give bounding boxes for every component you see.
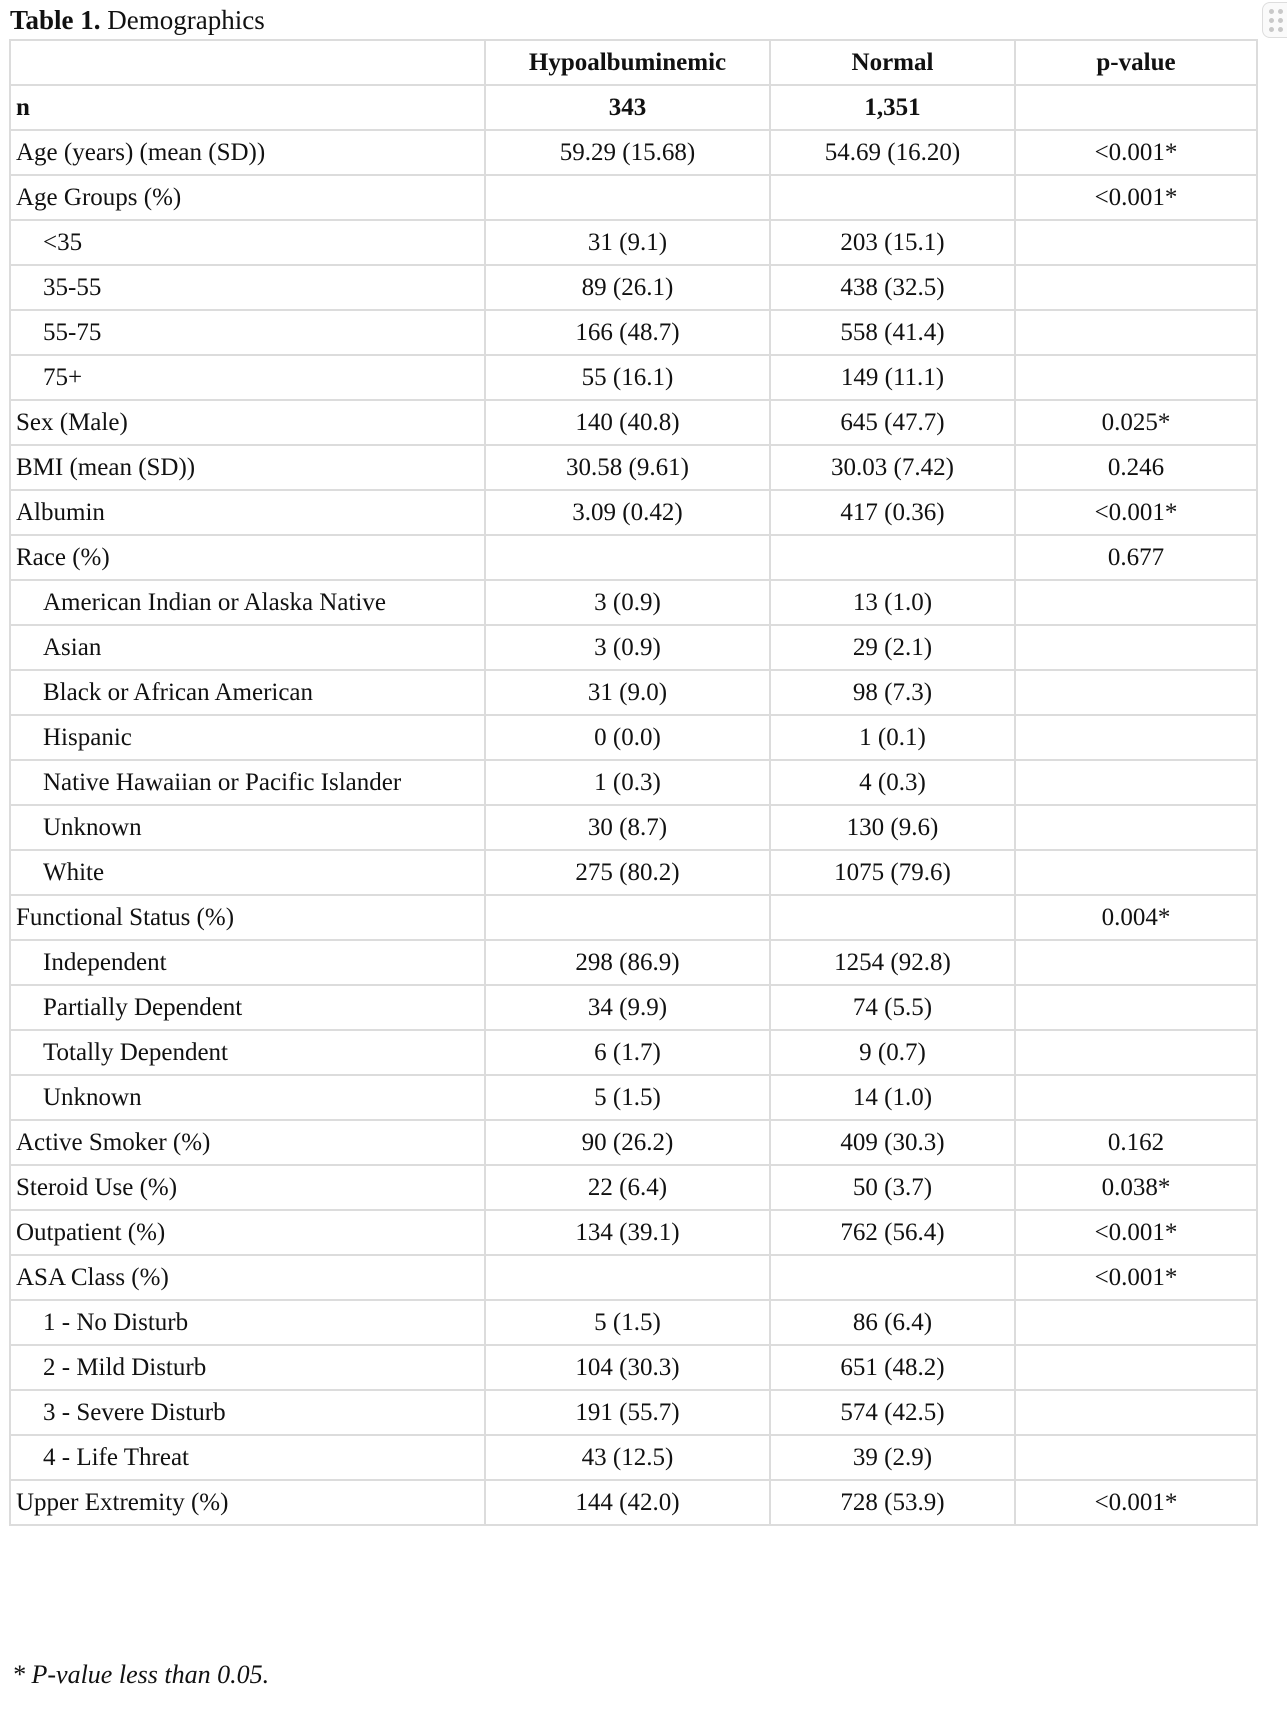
table-row <box>10 1120 1257 1165</box>
table-row <box>10 355 1257 400</box>
table-row <box>10 760 1257 805</box>
header-cell-normal: Normal <box>770 40 1015 85</box>
normal-cell: 30.03 (7.42) <box>770 445 1015 490</box>
normal-cell: 762 (56.4) <box>770 1210 1015 1255</box>
row-label-cell: Native Hawaiian or Pacific Islander <box>10 760 485 805</box>
normal-cell: 50 (3.7) <box>770 1165 1015 1210</box>
table-header-row <box>10 40 1257 85</box>
p-value-cell <box>1015 625 1257 670</box>
table-row <box>10 670 1257 715</box>
row-label-cell: ASA Class (%) <box>10 1255 485 1300</box>
row-label-cell: Steroid Use (%) <box>10 1165 485 1210</box>
row-label-cell: White <box>10 850 485 895</box>
hypoalbuminemic-cell <box>485 895 770 940</box>
p-value-cell: <0.001* <box>1015 1210 1257 1255</box>
normal-cell: 651 (48.2) <box>770 1345 1015 1390</box>
p-value-cell <box>1015 985 1257 1030</box>
row-label-cell: Active Smoker (%) <box>10 1120 485 1165</box>
normal-cell: 1254 (92.8) <box>770 940 1015 985</box>
row-label-cell: 75+ <box>10 355 485 400</box>
row-label-cell: Unknown <box>10 1075 485 1120</box>
normal-cell: 728 (53.9) <box>770 1480 1015 1525</box>
row-label-cell: Black or African American <box>10 670 485 715</box>
normal-cell: 39 (2.9) <box>770 1435 1015 1480</box>
normal-cell: 1 (0.1) <box>770 715 1015 760</box>
normal-cell: 438 (32.5) <box>770 265 1015 310</box>
p-value-cell <box>1015 1435 1257 1480</box>
p-value-cell <box>1015 1345 1257 1390</box>
p-value-cell <box>1015 1075 1257 1120</box>
hypoalbuminemic-cell: 90 (26.2) <box>485 1120 770 1165</box>
table-row <box>10 1210 1257 1255</box>
table-row <box>10 1075 1257 1120</box>
hypoalbuminemic-cell: 298 (86.9) <box>485 940 770 985</box>
table-row <box>10 310 1257 355</box>
hypoalbuminemic-cell: 22 (6.4) <box>485 1165 770 1210</box>
normal-cell: 74 (5.5) <box>770 985 1015 1030</box>
table-row <box>10 895 1257 940</box>
normal-cell: 13 (1.0) <box>770 580 1015 625</box>
hypoalbuminemic-cell: 343 <box>485 85 770 130</box>
p-value-cell <box>1015 805 1257 850</box>
demographics-table <box>9 39 1258 1526</box>
hypoalbuminemic-cell: 43 (12.5) <box>485 1435 770 1480</box>
table-row <box>10 445 1257 490</box>
header-cell-p-value: p-value <box>1015 40 1257 85</box>
p-value-cell <box>1015 85 1257 130</box>
hypoalbuminemic-cell: 3 (0.9) <box>485 580 770 625</box>
table-row <box>10 580 1257 625</box>
normal-cell: 574 (42.5) <box>770 1390 1015 1435</box>
row-label-cell: Totally Dependent <box>10 1030 485 1075</box>
table-row <box>10 490 1257 535</box>
p-value-cell <box>1015 310 1257 355</box>
p-value-cell <box>1015 1300 1257 1345</box>
row-label-cell: 55-75 <box>10 310 485 355</box>
table-row <box>10 940 1257 985</box>
drag-dot <box>1278 27 1283 32</box>
table-row <box>10 715 1257 760</box>
table-row <box>10 985 1257 1030</box>
hypoalbuminemic-cell: 31 (9.1) <box>485 220 770 265</box>
row-label-cell: Partially Dependent <box>10 985 485 1030</box>
table-row <box>10 1030 1257 1075</box>
table-row <box>10 1345 1257 1390</box>
p-value-cell <box>1015 715 1257 760</box>
hypoalbuminemic-cell: 5 (1.5) <box>485 1075 770 1120</box>
drag-dot <box>1278 18 1283 23</box>
normal-cell: 558 (41.4) <box>770 310 1015 355</box>
row-label-cell: n <box>10 85 485 130</box>
normal-cell: 409 (30.3) <box>770 1120 1015 1165</box>
p-value-cell <box>1015 355 1257 400</box>
p-value-cell: <0.001* <box>1015 1480 1257 1525</box>
p-value-cell: <0.001* <box>1015 130 1257 175</box>
table-row <box>10 220 1257 265</box>
row-label-cell: Unknown <box>10 805 485 850</box>
row-label-cell: Albumin <box>10 490 485 535</box>
p-value-cell <box>1015 760 1257 805</box>
hypoalbuminemic-cell <box>485 175 770 220</box>
p-value-cell: <0.001* <box>1015 490 1257 535</box>
table-row <box>10 805 1257 850</box>
table-row <box>10 1165 1257 1210</box>
table-row <box>10 625 1257 670</box>
normal-cell: 54.69 (16.20) <box>770 130 1015 175</box>
row-label-cell: Functional Status (%) <box>10 895 485 940</box>
table-body <box>10 85 1257 1525</box>
row-label-cell: American Indian or Alaska Native <box>10 580 485 625</box>
table-row <box>10 1300 1257 1345</box>
normal-cell: 14 (1.0) <box>770 1075 1015 1120</box>
table-row <box>10 1480 1257 1525</box>
normal-cell: 417 (0.36) <box>770 490 1015 535</box>
p-value-cell: 0.025* <box>1015 400 1257 445</box>
row-label-cell: Independent <box>10 940 485 985</box>
hypoalbuminemic-cell: 191 (55.7) <box>485 1390 770 1435</box>
table-row <box>10 265 1257 310</box>
row-label-cell: Asian <box>10 625 485 670</box>
normal-cell <box>770 895 1015 940</box>
p-value-cell: <0.001* <box>1015 175 1257 220</box>
normal-cell: 4 (0.3) <box>770 760 1015 805</box>
hypoalbuminemic-cell <box>485 1255 770 1300</box>
row-label-cell: Upper Extremity (%) <box>10 1480 485 1525</box>
hypoalbuminemic-cell: 59.29 (15.68) <box>485 130 770 175</box>
normal-cell: 29 (2.1) <box>770 625 1015 670</box>
table-row <box>10 1390 1257 1435</box>
row-label-cell: 35-55 <box>10 265 485 310</box>
normal-cell <box>770 175 1015 220</box>
p-value-cell <box>1015 1390 1257 1435</box>
drag-dot <box>1269 27 1274 32</box>
hypoalbuminemic-cell: 144 (42.0) <box>485 1480 770 1525</box>
row-label-cell: Age Groups (%) <box>10 175 485 220</box>
header-cell-hypoalbuminemic: Hypoalbuminemic <box>485 40 770 85</box>
demographics-table-container <box>9 39 1256 1526</box>
hypoalbuminemic-cell: 1 (0.3) <box>485 760 770 805</box>
row-label-cell: 2 - Mild Disturb <box>10 1345 485 1390</box>
p-value-cell <box>1015 220 1257 265</box>
hypoalbuminemic-cell: 34 (9.9) <box>485 985 770 1030</box>
row-label-cell: Outpatient (%) <box>10 1210 485 1255</box>
hypoalbuminemic-cell: 89 (26.1) <box>485 265 770 310</box>
p-value-cell <box>1015 940 1257 985</box>
row-label-cell: 1 - No Disturb <box>10 1300 485 1345</box>
p-value-cell <box>1015 580 1257 625</box>
p-value-cell: 0.677 <box>1015 535 1257 580</box>
row-label-cell: Hispanic <box>10 715 485 760</box>
hypoalbuminemic-cell: 30 (8.7) <box>485 805 770 850</box>
table-caption-title: Demographics <box>107 5 265 35</box>
table-row <box>10 130 1257 175</box>
table-row <box>10 535 1257 580</box>
normal-cell <box>770 535 1015 580</box>
table-row <box>10 400 1257 445</box>
hypoalbuminemic-cell: 140 (40.8) <box>485 400 770 445</box>
p-value-cell <box>1015 670 1257 715</box>
hypoalbuminemic-cell: 3.09 (0.42) <box>485 490 770 535</box>
p-value-cell <box>1015 850 1257 895</box>
row-label-cell: Race (%) <box>10 535 485 580</box>
hypoalbuminemic-cell: 0 (0.0) <box>485 715 770 760</box>
normal-cell: 86 (6.4) <box>770 1300 1015 1345</box>
table-row <box>10 850 1257 895</box>
table-row <box>10 85 1257 130</box>
drag-dot <box>1278 9 1283 14</box>
hypoalbuminemic-cell: 3 (0.9) <box>485 625 770 670</box>
table-caption <box>10 4 265 36</box>
normal-cell: 98 (7.3) <box>770 670 1015 715</box>
hypoalbuminemic-cell: 31 (9.0) <box>485 670 770 715</box>
table-row <box>10 1255 1257 1300</box>
p-value-cell: 0.246 <box>1015 445 1257 490</box>
hypoalbuminemic-cell: 104 (30.3) <box>485 1345 770 1390</box>
table-footnote: * P-value less than 0.05. <box>12 1660 270 1689</box>
table-caption-label: Table 1. <box>10 5 101 35</box>
row-label-cell: <35 <box>10 220 485 265</box>
normal-cell: 130 (9.6) <box>770 805 1015 850</box>
header-cell-label <box>10 40 485 85</box>
row-label-cell: 3 - Severe Disturb <box>10 1390 485 1435</box>
normal-cell: 149 (11.1) <box>770 355 1015 400</box>
hypoalbuminemic-cell: 134 (39.1) <box>485 1210 770 1255</box>
drag-dot <box>1269 18 1274 23</box>
normal-cell: 9 (0.7) <box>770 1030 1015 1075</box>
normal-cell: 645 (47.7) <box>770 400 1015 445</box>
hypoalbuminemic-cell: 166 (48.7) <box>485 310 770 355</box>
row-label-cell: Sex (Male) <box>10 400 485 445</box>
p-value-cell <box>1015 265 1257 310</box>
hypoalbuminemic-cell: 55 (16.1) <box>485 355 770 400</box>
normal-cell: 203 (15.1) <box>770 220 1015 265</box>
table-row <box>10 1435 1257 1480</box>
row-label-cell: Age (years) (mean (SD)) <box>10 130 485 175</box>
p-value-cell: 0.162 <box>1015 1120 1257 1165</box>
drag-handle-icon[interactable] <box>1262 2 1287 38</box>
normal-cell: 1075 (79.6) <box>770 850 1015 895</box>
hypoalbuminemic-cell: 6 (1.7) <box>485 1030 770 1075</box>
row-label-cell: 4 - Life Threat <box>10 1435 485 1480</box>
drag-dot <box>1269 9 1274 14</box>
hypoalbuminemic-cell: 30.58 (9.61) <box>485 445 770 490</box>
normal-cell <box>770 1255 1015 1300</box>
hypoalbuminemic-cell: 275 (80.2) <box>485 850 770 895</box>
hypoalbuminemic-cell: 5 (1.5) <box>485 1300 770 1345</box>
p-value-cell: 0.004* <box>1015 895 1257 940</box>
row-label-cell: BMI (mean (SD)) <box>10 445 485 490</box>
normal-cell: 1,351 <box>770 85 1015 130</box>
hypoalbuminemic-cell <box>485 535 770 580</box>
table-row <box>10 175 1257 220</box>
p-value-cell: <0.001* <box>1015 1255 1257 1300</box>
p-value-cell <box>1015 1030 1257 1075</box>
p-value-cell: 0.038* <box>1015 1165 1257 1210</box>
